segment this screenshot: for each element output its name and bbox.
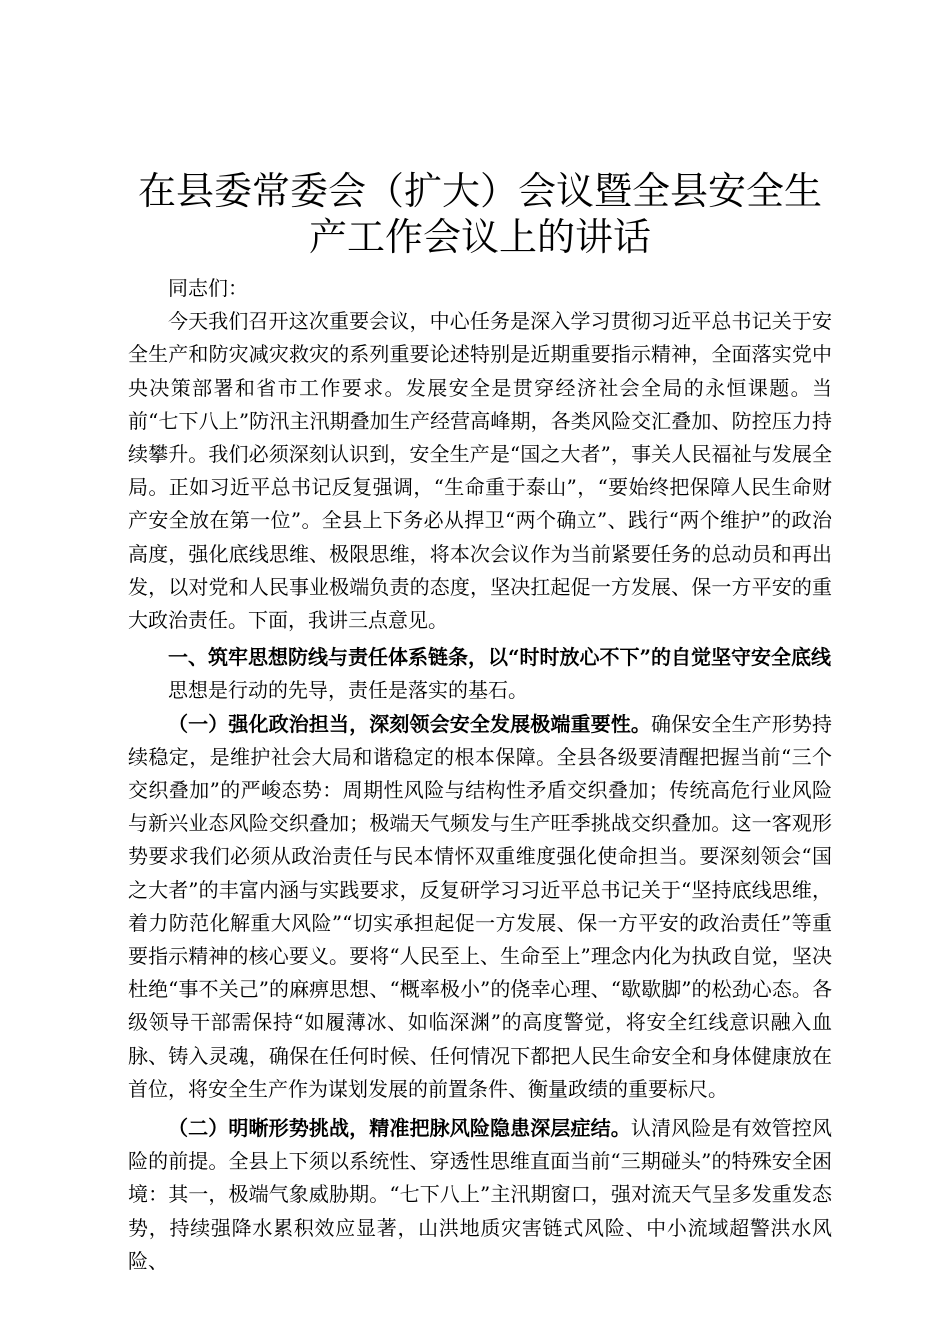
document-body <box>128 272 832 1278</box>
subsection-1-heading: （一）强化政治担当，深刻领会安全发展极端重要性。 <box>168 711 651 736</box>
subsection-2-paragraph <box>128 1112 832 1278</box>
section-1-lead: 思想是行动的先导，责任是落实的基石。 <box>168 678 528 703</box>
subsection-2-text: 认清风险是有效管控风险的前提。全县上下须以系统性、穿透性思维直面当前“三期碰头”的特殊安全困境：其一，极端气象威胁期。“七下八上”主汛期窗口，强对流天气呈多发重发态势，持续强降水累积效应显著，山洪地质灾害链式风险、中小流域超警洪水风险、 <box>128 1116 832 1273</box>
salutation: 同志们： <box>168 276 248 300</box>
document-content <box>128 168 832 1278</box>
intro-paragraph: 今天我们召开这次重要会议，中心任务是深入学习贯彻习近平总书记关于安全生产和防灾减灾救灾的系列重要论述特别是近期重要指示精神，全面落实党中央决策部署和省市工作要求。发展安全是贯穿经济社会全局的永恒课题。当前“七下八上”防汛主汛期叠加生产经营高峰期，各类风险交汇叠加、防控压力持续攀升。我们必须深刻认识到，安全生产是“国之大者”，事关人民福祉与发展全局。正如习近平总书记反复强调，“生命重于泰山”，“要始终把保障人民生命财产安全放在第一位”。全县上下务必从捍卫“两个确立”、践行“两个维护”的政治高度，强化底线思维、极限思维，将本次会议作为当前紧要任务的总动员和再出发，以对党和人民事业极端负责的态度，坚决扛起促一方发展、保一方平安的重大政治责任。下面，我讲三点意见。 <box>128 309 832 633</box>
section-1-heading: 一、筑牢思想防线与责任体系链条，以“时时放心不下”的自觉坚守安全底线 <box>168 645 832 670</box>
subsection-2-heading: （二）明晰形势挑战，精准把脉风险隐患深层症结。 <box>168 1116 631 1141</box>
document-title: 在县委常委会（扩大）会议暨全县安全生产工作会议上的讲话 <box>137 169 822 259</box>
subsection-1-text: 确保安全生产形势持续稳定，是维护社会大局和谐稳定的根本保障。全县各级要清醒把握当前“三个交织叠加”的严峻态势：周期性风险与结构性矛盾交织叠加；传统高危行业风险与新兴业态风险交织叠加；极端天气频发与生产旺季挑战交织叠加。这一客观形势要求我们必须从政治责任与民本情怀双重维度强化使命担当。要深刻领会“国之大者”的丰富内涵与实践要求，反复研学习习近平总书记关于“坚持底线思维，着力防范化解重大风险”“切实承担起促一方发展、保一方平安的政治责任”等重要指示精神的核心要义。要将“人民至上、生命至上”理念内化为执政自觉，坚决杜绝“事不关己”的麻痹思想、“概率极小”的侥幸心理、“歇歇脚”的松劲心态。各级领导干部需保持“如履薄冰、如临深渊”的高度警觉，将安全红线意识融入血脉、铸入灵魂，确保在任何时候、任何情况下都把人民生命安全和身体健康放在首位，将安全生产作为谋划发展的前置条件、衡量政绩的重要标尺。 <box>128 711 832 1101</box>
subsection-1-paragraph <box>128 708 832 1106</box>
